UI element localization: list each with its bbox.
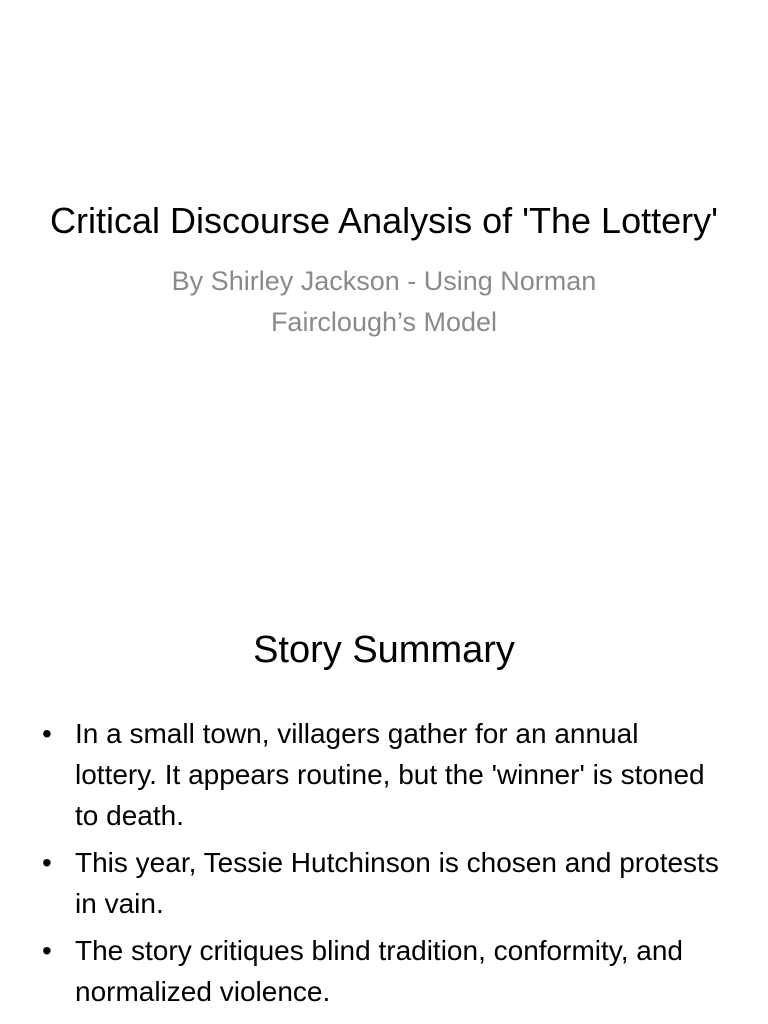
bullet-text: This year, Tessie Hutchinson is chosen and protests in vain.: [75, 847, 719, 919]
title-block: [40, 192, 728, 343]
bullet-item: [38, 713, 728, 836]
bullet-text: The story critiques blind tradition, conformity, and normalized violence.: [75, 935, 683, 1007]
bullet-text: In a small town, villagers gather for an annual lottery. It appears routine, but the 'winner' is stoned to death.: [75, 718, 705, 831]
bullet-dot-icon: •: [42, 718, 52, 749]
bullet-list: [38, 713, 728, 1018]
bullet-dot-icon: •: [42, 935, 52, 966]
slide-title: Story Summary: [253, 629, 515, 671]
presentation-subtitle: By Shirley Jackson - Using Norman Fairclough’s Model: [171, 266, 597, 337]
presentation-title: Critical Discourse Analysis of 'The Lottery': [50, 200, 718, 241]
bullet-dot-icon: •: [42, 847, 52, 878]
bullet-item: [38, 842, 728, 924]
bullet-item: [38, 930, 728, 1012]
summary-slide: [0, 576, 768, 1024]
